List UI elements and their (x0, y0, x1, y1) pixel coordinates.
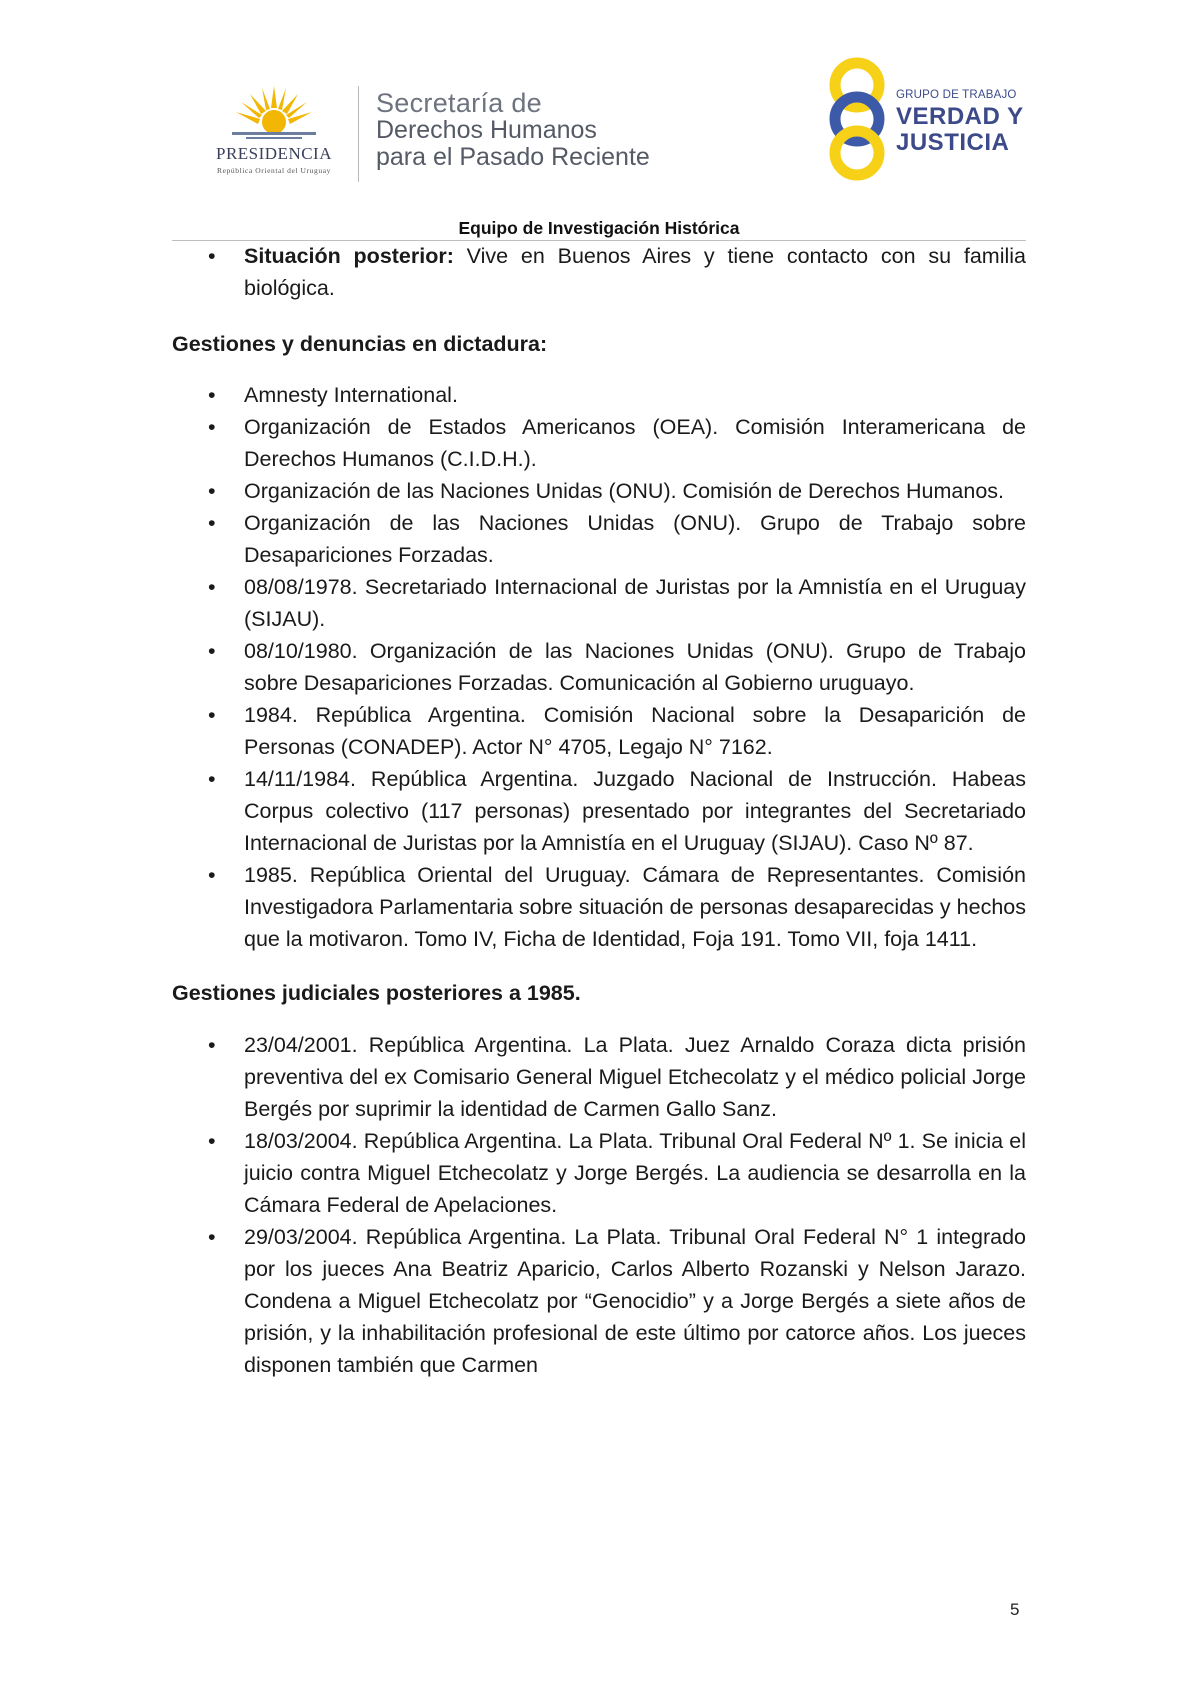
document-body (172, 240, 1026, 1381)
bullet-icon: • (208, 575, 216, 599)
dictadura-list (172, 379, 1026, 955)
rings-icon (822, 57, 892, 182)
bullet-icon: • (208, 1033, 216, 1057)
list-item (172, 1125, 1026, 1221)
list-item-text: 29/03/2004. República Argentina. La Plata. Tribunal Oral Federal N° 1 integrado por los jueces Ana Beatriz Aparicio, Carlos Alberto Rozanski y Nelson Jarazo. Condena a Miguel Etchecolatz por “Genocidio” y a Jorge Bergés a siete años de prisión, y la inhabilitación profesional de este último por catorce años. Los jueces disponen también que Carmen (244, 1225, 1026, 1377)
bullet-icon: • (208, 383, 216, 407)
judiciales-list (172, 1029, 1026, 1381)
list-item (172, 635, 1026, 699)
bullet-icon: • (208, 415, 216, 439)
list-item-text: Organización de las Naciones Unidas (ONU). Comisión de Derechos Humanos. (244, 479, 1004, 503)
list-item (172, 859, 1026, 955)
situacion-list (172, 240, 1026, 304)
sun-icon (232, 82, 316, 144)
situacion-label: Situación posterior: (244, 244, 454, 268)
list-item-text: 1985. República Oriental del Uruguay. Cámara de Representantes. Comisión Investigadora Parlamentaria sobre situación de personas desaparecidas y hechos que la motivaron. Tomo IV, Ficha de Identidad, Foja 191. Tomo VII, foja 1411. (244, 863, 1026, 951)
bullet-icon: • (208, 1129, 216, 1153)
presidencia-name: PRESIDENCIA (215, 144, 332, 163)
presidencia-subtitle: República Oriental del Uruguay (216, 166, 331, 175)
bullet-icon: • (208, 511, 216, 535)
list-item-text: 1984. República Argentina. Comisión Nacional sobre la Desaparición de Personas (CONADEP). Actor N° 4705, Legajo N° 7162. (244, 703, 1026, 759)
section-heading-judiciales: Gestiones judiciales posteriores a 1985. (172, 981, 581, 1005)
list-item-text: 18/03/2004. República Argentina. La Plata. Tribunal Oral Federal Nº 1. Se inicia el juicio contra Miguel Etchecolatz y Jorge Bergés. La audiencia se desarrolla en la Cámara Federal de Apelaciones. (244, 1129, 1026, 1217)
list-item-text: 23/04/2001. República Argentina. La Plata. Juez Arnaldo Coraza dicta prisión preventiva del ex Comisario General Miguel Etchecolatz y el médico policial Jorge Bergés por suprimir la identidad de Carmen Gallo Sanz. (244, 1033, 1026, 1121)
list-item-text: 08/10/1980. Organización de las Naciones Unidas (ONU). Grupo de Trabajo sobre Desapariciones Forzadas. Comunicación al Gobierno uruguayo. (244, 639, 1026, 695)
list-item (172, 475, 1026, 507)
list-item-text: Organización de Estados Americanos (OEA). Comisión Interamericana de Derechos Humanos (C.I.D.H.). (244, 415, 1026, 471)
list-item (172, 379, 1026, 411)
list-item-text: 14/11/1984. República Argentina. Juzgado Nacional de Instrucción. Habeas Corpus colectivo (117 personas) presentado por integrantes del Secretariado Internacional de Juristas por la Amnistía en el Uruguay (SIJAU). Caso Nº 87. (244, 767, 1026, 855)
situacion-item (172, 240, 1026, 304)
bullet-icon: • (208, 1225, 216, 1249)
vyj-line-2: VERDAD Y (896, 103, 1024, 130)
vyj-line-3: JUSTICIA (896, 129, 1010, 156)
page-number: 5 (1010, 1600, 1020, 1619)
presidencia-logo (198, 82, 350, 182)
section-heading-dictadura: Gestiones y denuncias en dictadura: (172, 332, 548, 356)
verdad-justicia-logo (822, 57, 1042, 182)
list-item (172, 763, 1026, 859)
list-item (172, 507, 1026, 571)
secretaria-line-2: Derechos Humanos (376, 116, 597, 144)
team-title: Equipo de Investigación Histórica (458, 218, 740, 238)
list-item (172, 699, 1026, 763)
secretaria-logo-text (376, 90, 650, 171)
bullet-icon: • (208, 244, 216, 268)
list-item (172, 1029, 1026, 1125)
situacion-text: Vive en Buenos Aires y tiene contacto con su familia biológica. (244, 244, 1026, 300)
list-item (172, 411, 1026, 475)
list-item-text: Amnesty International. (244, 383, 458, 407)
bullet-icon: • (208, 863, 216, 887)
secretaria-line-1: Secretaría de (376, 88, 542, 118)
secretaria-line-3: para el Pasado Reciente (376, 143, 650, 171)
list-item-text: 08/08/1978. Secretariado Internacional de Juristas por la Amnistía en el Uruguay (SIJAU). (244, 575, 1026, 631)
bullet-icon: • (208, 479, 216, 503)
logo-divider (358, 86, 359, 182)
vyj-line-1: GRUPO DE TRABAJO (896, 89, 1017, 101)
bullet-icon: • (208, 703, 216, 727)
list-item-text: Organización de las Naciones Unidas (ONU). Grupo de Trabajo sobre Desapariciones Forzadas. (244, 511, 1026, 567)
list-item (172, 571, 1026, 635)
list-item (172, 1221, 1026, 1381)
bullet-icon: • (208, 639, 216, 663)
bullet-icon: • (208, 767, 216, 791)
